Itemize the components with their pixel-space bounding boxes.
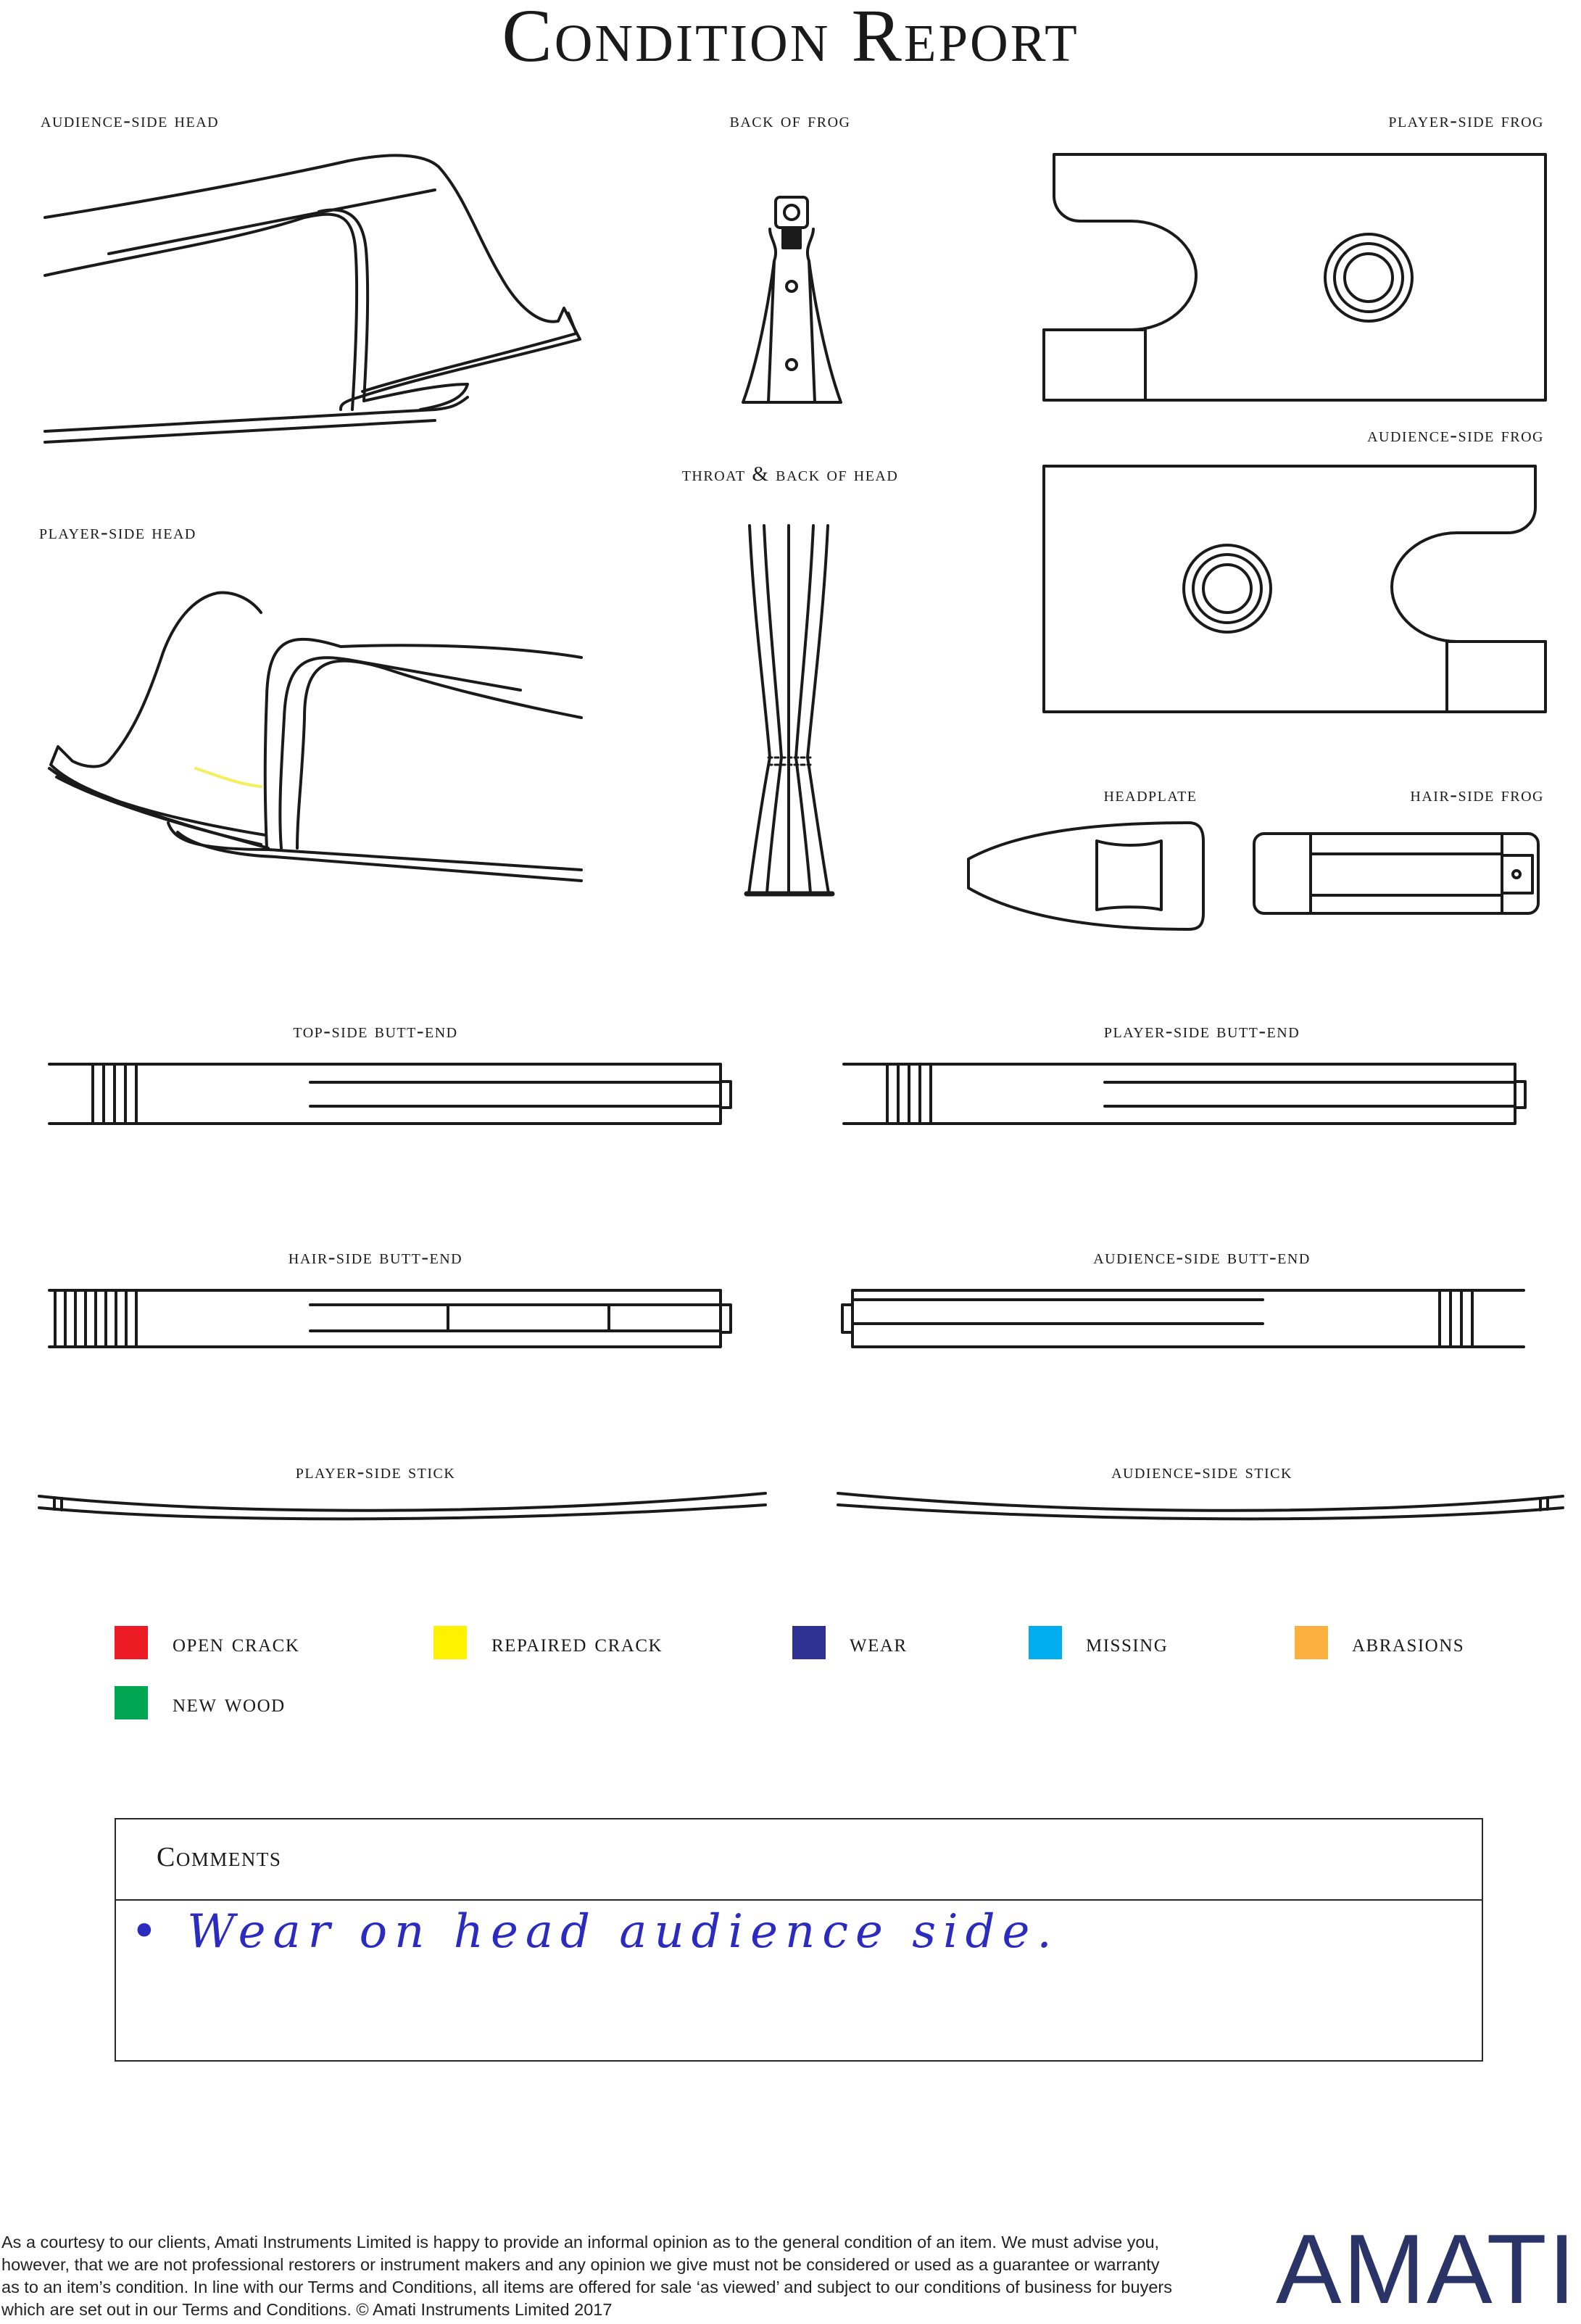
headplate-drawing bbox=[968, 823, 1203, 929]
view-label-player-side-head: player-side head bbox=[39, 520, 196, 544]
view-label-top-side-butt-end: top-side butt-end bbox=[293, 1019, 458, 1042]
legend-swatch-wear bbox=[792, 1626, 826, 1659]
legend-swatch-abrasions bbox=[1295, 1626, 1328, 1659]
view-label-audience-side-butt-end: audience-side butt-end bbox=[1093, 1245, 1311, 1269]
back-of-frog-drawing bbox=[743, 197, 841, 402]
comments-box[interactable] bbox=[115, 1818, 1483, 2062]
audience-side-stick-drawing bbox=[838, 1493, 1563, 1519]
amati-logo: AMATI bbox=[1276, 2214, 1577, 2324]
legend-swatch-new-wood bbox=[115, 1686, 148, 1719]
audience-side-frog-drawing bbox=[1044, 466, 1545, 712]
view-label-audience-side-frog: audience-side frog bbox=[1367, 423, 1544, 447]
comments-header bbox=[116, 1819, 1482, 1901]
legend-swatch-repaired-crack bbox=[433, 1626, 467, 1659]
player-side-head-drawing bbox=[49, 592, 581, 881]
throat-back-of-head-drawing bbox=[747, 526, 832, 894]
player-side-frog-drawing bbox=[1044, 154, 1545, 400]
view-label-player-side-butt-end: player-side butt-end bbox=[1103, 1019, 1300, 1042]
view-label-player-side-frog: player-side frog bbox=[1388, 109, 1544, 132]
page-title: Condition Report bbox=[502, 0, 1079, 78]
hair-side-butt-end-drawing bbox=[49, 1290, 731, 1347]
legend-label-missing: missing bbox=[1086, 1628, 1169, 1657]
player-side-butt-end-drawing bbox=[844, 1064, 1525, 1124]
legend-label-new-wood: new wood bbox=[173, 1688, 286, 1717]
hair-side-frog-drawing bbox=[1254, 834, 1538, 913]
comment-handwritten-text: • Wear on head audience side. bbox=[130, 1905, 1059, 1959]
view-label-player-side-stick: player-side stick bbox=[295, 1460, 456, 1483]
comments-title: Comments bbox=[157, 1842, 282, 1872]
disclaimer-text: As a courtesy to our clients, Amati Instruments Limited is happy to provide an informal opinion as to the general condition of an item. We must advise you, however, that we are not professional restorers or instrument makers and any opinion we give must not be considered or used as a guarantee or warranty as to an item’s condition. In line with our Terms and Conditions, all items are offered for sale ‘as viewed’ and subject to our conditions of business for buyers which are set out in our Terms and Conditions. © Amati Instruments Limited 2017 bbox=[1, 2233, 1172, 2319]
legend-label-open-crack: open crack bbox=[173, 1628, 300, 1657]
legend-swatch-open-crack bbox=[115, 1626, 148, 1659]
legend-swatch-missing bbox=[1029, 1626, 1062, 1659]
repaired-crack-mark bbox=[196, 768, 261, 787]
view-label-audience-side-head: audience-side head bbox=[41, 109, 220, 132]
view-label-audience-side-stick: audience-side stick bbox=[1111, 1460, 1292, 1483]
view-label-headplate: headplate bbox=[1103, 783, 1198, 806]
view-label-back-of-frog: back of frog bbox=[729, 109, 851, 132]
legend-label-wear: wear bbox=[850, 1628, 908, 1657]
legend-label-repaired-crack: repaired crack bbox=[491, 1628, 663, 1657]
top-side-butt-end-drawing bbox=[49, 1064, 731, 1124]
view-label-hair-side-frog: hair-side frog bbox=[1410, 783, 1544, 806]
legend-label-abrasions: abrasions bbox=[1352, 1628, 1465, 1657]
audience-side-head-drawing bbox=[45, 155, 580, 442]
view-label-hair-side-butt-end: hair-side butt-end bbox=[288, 1245, 463, 1269]
view-label-throat-back-of-head: throat & back of head bbox=[681, 462, 899, 486]
player-side-stick-drawing bbox=[39, 1493, 765, 1519]
audience-side-butt-end-drawing bbox=[842, 1290, 1524, 1347]
